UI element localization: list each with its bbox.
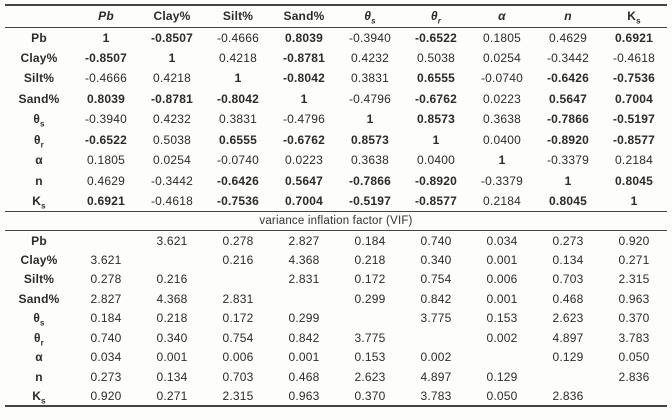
corr-cell-3-3: 1	[300, 91, 308, 106]
corr-cell-5-0: -0.6522	[84, 132, 128, 147]
corr-row-label-3: Sand%	[18, 91, 60, 106]
vif-cell-7-8: 2.836	[618, 369, 650, 384]
corr-cell-6-4: 0.3638	[351, 153, 389, 168]
corr-row-4	[5, 109, 667, 130]
corr-cell-8-0: 0.6921	[87, 194, 125, 208]
corr-cell-8-1: -0.4618	[150, 194, 194, 208]
vif-title-section	[5, 212, 667, 231]
vif-cell-2-0: 0.278	[90, 272, 122, 287]
vif-cell-0-4: 0.184	[354, 233, 386, 248]
vif-row-0	[5, 231, 667, 251]
corr-cell-0-4: -0.3940	[348, 30, 392, 45]
vif-cell-8-3: 0.963	[288, 388, 320, 403]
corr-row-1	[5, 48, 667, 69]
vif-cell-5-0: 0.740	[90, 330, 122, 345]
corr-cell-4-5: 0.8573	[417, 112, 455, 127]
vif-cell-2-3: 2.831	[288, 272, 320, 287]
vif-row-6	[5, 348, 667, 368]
corr-cell-0-0: 1	[102, 30, 110, 45]
vif-cell-7-5: 4.897	[420, 369, 452, 384]
subscript: s	[40, 119, 45, 129]
corr-cell-2-7: -0.6426	[546, 71, 590, 86]
vif-cell-4-3: 0.299	[288, 311, 320, 326]
corr-cell-1-8: -0.4618	[612, 50, 656, 65]
vif-cell-1-3: 4.368	[288, 252, 320, 267]
subscript: s	[41, 201, 46, 211]
corr-row-5	[5, 130, 667, 151]
corr-cell-6-1: 0.0254	[153, 153, 191, 168]
corr-cell-0-8: 0.6921	[615, 30, 653, 45]
vif-cell-3-6: 0.001	[486, 291, 518, 306]
vif-cell-0-3: 2.827	[288, 233, 320, 248]
col-header-4: $\theta_s$	[364, 9, 376, 26]
corr-cell-2-8: -0.7536	[612, 71, 656, 86]
corr-row-label-1: Clay%	[20, 50, 58, 65]
vif-cell-0-2: 0.278	[222, 233, 254, 248]
corr-cell-4-6: 0.3638	[483, 112, 521, 127]
vif-cell-5-1: 0.340	[156, 330, 188, 345]
vif-title-row	[5, 212, 667, 231]
vif-cell-5-2: 0.754	[222, 330, 254, 345]
vif-cell-8-1: 0.271	[156, 388, 188, 403]
vif-cell-8-4: 0.370	[354, 388, 386, 403]
vif-cell-4-0: 0.184	[90, 311, 122, 326]
corr-cell-6-3: 0.0223	[285, 153, 323, 168]
corr-cell-8-6: 0.2184	[483, 194, 521, 208]
vif-row-label-2: Silt%	[23, 272, 55, 287]
vif-cell-4-1: 0.218	[156, 311, 188, 326]
vif-cell-6-2: 0.006	[222, 350, 254, 365]
corr-cell-8-3: 0.7004	[285, 194, 323, 208]
col-header-2: Silt%	[222, 9, 254, 24]
corr-row-3	[5, 89, 667, 110]
header-row	[5, 5, 667, 27]
vif-cell-2-8: 2.315	[618, 272, 650, 287]
corr-cell-0-3: 0.8039	[285, 30, 323, 45]
vif-row-7	[5, 367, 667, 387]
corr-cell-4-8: -0.5197	[612, 112, 656, 127]
corr-cell-5-4: 0.8573	[351, 132, 389, 147]
vif-row-1	[5, 250, 667, 270]
corr-cell-2-0: -0.4666	[84, 71, 128, 86]
corr-cell-2-3: -0.8042	[282, 71, 326, 86]
corr-row-7	[5, 171, 667, 192]
corr-cell-1-6: 0.0254	[483, 50, 521, 65]
corr-cell-1-7: -0.3442	[546, 50, 590, 65]
corr-cell-7-4: -0.7866	[348, 173, 392, 188]
vif-cell-1-0: 3.621	[90, 252, 122, 267]
corr-row-label-8: $K_s$	[32, 194, 46, 211]
vif-cell-6-5: 0.002	[420, 350, 452, 365]
subscript: s	[636, 16, 641, 26]
correlation-matrix-section	[5, 27, 667, 212]
correlation-vif-table	[5, 4, 667, 407]
vif-cell-3-2: 2.831	[222, 291, 254, 306]
vif-cell-6-3: 0.001	[288, 350, 320, 365]
corr-row-label-7: n	[35, 173, 43, 188]
corr-cell-2-5: 0.6555	[417, 71, 455, 86]
corr-cell-4-1: 0.4232	[153, 112, 191, 127]
vif-cell-6-7: 0.129	[552, 350, 584, 365]
vif-cell-3-8: 0.963	[618, 291, 650, 306]
corr-row-0	[5, 27, 667, 48]
vif-cell-5-3: 0.842	[288, 330, 320, 345]
vif-cell-6-6	[469, 348, 535, 368]
vif-cell-4-7: 2.623	[552, 311, 584, 326]
corr-cell-5-5: 1	[432, 132, 440, 147]
corr-cell-7-2: -0.6426	[216, 173, 260, 188]
corr-cell-2-2: 1	[234, 71, 242, 86]
col-header-0: Pb	[98, 9, 114, 24]
corr-cell-5-2: 0.6555	[219, 132, 257, 147]
corr-cell-1-0: -0.8507	[84, 50, 128, 65]
vif-section	[5, 231, 667, 407]
vif-row-label-4: $\theta_s$	[33, 311, 45, 328]
vif-cell-7-3: 0.468	[288, 369, 320, 384]
corr-cell-1-5: 0.5038	[417, 50, 455, 65]
vif-cell-5-4: 3.775	[354, 330, 386, 345]
corr-cell-5-7: -0.8920	[546, 132, 590, 147]
corr-cell-4-7: -0.7866	[546, 112, 590, 127]
subscript: r	[40, 140, 44, 150]
vif-cell-7-0: 0.273	[90, 369, 122, 384]
vif-cell-3-3	[271, 289, 337, 309]
vif-cell-8-8	[601, 387, 667, 407]
corr-cell-4-3: -0.4796	[282, 112, 326, 127]
vif-cell-2-1: 0.216	[156, 272, 188, 287]
vif-cell-1-1	[139, 250, 205, 270]
corr-cell-1-1: 1	[168, 50, 176, 65]
vif-cell-3-4: 0.299	[354, 291, 386, 306]
corr-cell-4-2: 0.3831	[219, 112, 257, 127]
vif-cell-1-5: 0.340	[420, 252, 452, 267]
corr-row-label-0: Pb	[31, 30, 47, 45]
vif-row-label-5: $\theta_r$	[33, 330, 44, 348]
vif-row-3	[5, 289, 667, 309]
corr-cell-8-4: -0.5197	[348, 194, 392, 208]
vif-cell-1-2: 0.216	[222, 252, 254, 267]
vif-cell-5-8: 3.783	[618, 330, 650, 345]
vif-cell-5-6: 0.002	[486, 330, 518, 345]
vif-cell-6-1: 0.001	[156, 350, 188, 365]
corr-cell-7-5: -0.8920	[414, 173, 458, 188]
vif-cell-0-8: 0.920	[618, 233, 650, 248]
subscript: r	[40, 338, 44, 348]
corr-cell-6-6: 1	[498, 153, 506, 168]
vif-cell-4-4	[337, 309, 403, 329]
vif-cell-4-6: 0.153	[486, 311, 518, 326]
vif-cell-4-8: 0.370	[618, 311, 650, 326]
corr-cell-6-0: 0.1805	[87, 153, 125, 168]
vif-cell-4-5: 3.775	[420, 311, 452, 326]
vif-cell-2-7: 0.703	[552, 272, 584, 287]
col-header-5: $\theta_r$	[430, 9, 442, 26]
corr-cell-2-4: 0.3831	[351, 71, 389, 86]
corr-cell-3-0: 0.8039	[87, 91, 125, 106]
vif-cell-3-5: 0.842	[420, 291, 452, 306]
vif-cell-8-6: 0.050	[486, 388, 518, 403]
corr-cell-7-0: 0.4629	[87, 173, 125, 188]
vif-cell-6-4: 0.153	[354, 350, 386, 365]
corr-cell-5-6: 0.0400	[483, 132, 521, 147]
corr-cell-7-3: 0.5647	[285, 173, 323, 188]
corr-cell-4-4: 1	[366, 112, 374, 127]
vif-cell-0-6: 0.034	[486, 233, 518, 248]
vif-row-label-3: Sand%	[18, 291, 60, 306]
corr-cell-8-2: -0.7536	[216, 194, 260, 208]
vif-cell-0-5: 0.740	[420, 233, 452, 248]
corr-cell-6-2: -0.0740	[216, 153, 260, 168]
vif-cell-1-4: 0.218	[354, 252, 386, 267]
subscript: s	[371, 16, 376, 26]
vif-row-8	[5, 387, 667, 407]
corr-cell-7-1: -0.3442	[150, 173, 194, 188]
vif-row-label-1: Clay%	[20, 252, 58, 267]
col-header-6: α	[498, 9, 506, 24]
table-header	[5, 5, 667, 27]
vif-cell-4-2: 0.172	[222, 311, 254, 326]
vif-cell-3-0: 2.827	[90, 291, 122, 306]
corr-cell-7-7: 1	[564, 173, 572, 188]
subscript: s	[41, 396, 46, 406]
corr-cell-5-3: -0.6762	[282, 132, 326, 147]
vif-cell-8-7: 2.836	[552, 388, 584, 403]
vif-cell-2-4: 0.172	[354, 272, 386, 287]
vif-row-label-6: α	[35, 350, 43, 365]
col-header-8: $K_s$	[627, 9, 641, 26]
corr-row-label-4: $\theta_s$	[33, 112, 45, 129]
vif-row-5	[5, 328, 667, 348]
corr-cell-5-1: 0.5038	[153, 132, 191, 147]
vif-cell-7-7	[535, 367, 601, 387]
header-corner-empty	[5, 5, 73, 27]
corr-cell-2-1: 0.4218	[153, 71, 191, 86]
vif-cell-8-2: 2.315	[222, 388, 254, 403]
vif-cell-1-7: 0.134	[552, 252, 584, 267]
corr-cell-3-8: 0.7004	[615, 91, 653, 106]
corr-cell-7-6: -0.3379	[480, 173, 524, 188]
corr-cell-3-6: 0.0223	[483, 91, 521, 106]
corr-row-6	[5, 150, 667, 171]
corr-cell-8-5: -0.8577	[414, 194, 458, 208]
col-header-1: Clay%	[153, 9, 191, 24]
corr-cell-0-5: -0.6522	[414, 30, 458, 45]
corr-cell-8-7: 0.8045	[549, 194, 587, 208]
corr-cell-0-6: 0.1805	[483, 30, 521, 45]
vif-row-label-7: n	[35, 369, 43, 384]
vif-cell-8-0: 0.920	[90, 388, 122, 403]
corr-row-label-6: α	[35, 153, 43, 168]
vif-cell-2-6: 0.006	[486, 272, 518, 287]
vif-cell-8-5: 3.783	[420, 388, 452, 403]
corr-row-label-5: $\theta_r$	[33, 132, 44, 150]
subscript: s	[40, 318, 45, 328]
corr-cell-6-7: -0.3379	[546, 153, 590, 168]
vif-row-2	[5, 270, 667, 290]
vif-title: variance inflation factor (VIF)	[259, 215, 413, 227]
corr-cell-1-3: -0.8781	[282, 50, 326, 65]
vif-cell-3-7: 0.468	[552, 291, 584, 306]
corr-cell-1-2: 0.4218	[219, 50, 257, 65]
corr-cell-2-6: -0.0740	[480, 71, 524, 86]
subscript: r	[437, 16, 442, 26]
vif-cell-2-2	[205, 270, 271, 290]
vif-cell-0-1: 3.621	[156, 233, 188, 248]
corr-cell-3-5: -0.6762	[414, 91, 458, 106]
vif-row-label-8: $K_s$	[32, 388, 46, 406]
vif-cell-6-8: 0.050	[618, 350, 650, 365]
vif-row-label-0: Pb	[31, 233, 47, 248]
corr-cell-0-1: -0.8507	[150, 30, 194, 45]
corr-cell-0-7: 0.4629	[549, 30, 587, 45]
vif-cell-0-7: 0.273	[552, 233, 584, 248]
col-header-3: Sand%	[283, 9, 325, 24]
corr-cell-7-8: 0.8045	[615, 173, 653, 188]
corr-cell-3-7: 0.5647	[549, 91, 587, 106]
corr-row-2	[5, 68, 667, 89]
vif-cell-2-5: 0.754	[420, 272, 452, 287]
corr-cell-3-1: -0.8781	[150, 91, 194, 106]
corr-cell-6-8: 0.2184	[615, 153, 653, 168]
corr-row-label-2: Silt%	[23, 71, 55, 86]
vif-row-4	[5, 309, 667, 329]
vif-cell-5-7: 4.897	[552, 330, 584, 345]
corr-cell-0-2: -0.4666	[216, 30, 260, 45]
vif-cell-1-8: 0.271	[618, 252, 650, 267]
corr-cell-6-5: 0.0400	[417, 153, 455, 168]
corr-row-8	[5, 191, 667, 212]
corr-cell-4-0: -0.3940	[84, 112, 128, 127]
vif-cell-7-4: 2.623	[354, 369, 386, 384]
vif-cell-5-5	[403, 328, 469, 348]
corr-cell-5-8: -0.8577	[612, 132, 656, 147]
corr-cell-3-2: -0.8042	[216, 91, 260, 106]
vif-cell-0-0	[73, 231, 139, 251]
vif-cell-7-1: 0.134	[156, 369, 188, 384]
vif-cell-3-1: 4.368	[156, 291, 188, 306]
vif-cell-6-0: 0.034	[90, 350, 122, 365]
vif-cell-7-2: 0.703	[222, 369, 254, 384]
vif-cell-1-6: 0.001	[486, 252, 518, 267]
corr-cell-3-4: -0.4796	[348, 91, 392, 106]
corr-cell-1-4: 0.4232	[351, 50, 389, 65]
col-header-7: n	[564, 9, 572, 24]
vif-cell-7-6: 0.129	[486, 369, 518, 384]
corr-cell-8-8: 1	[630, 194, 638, 208]
